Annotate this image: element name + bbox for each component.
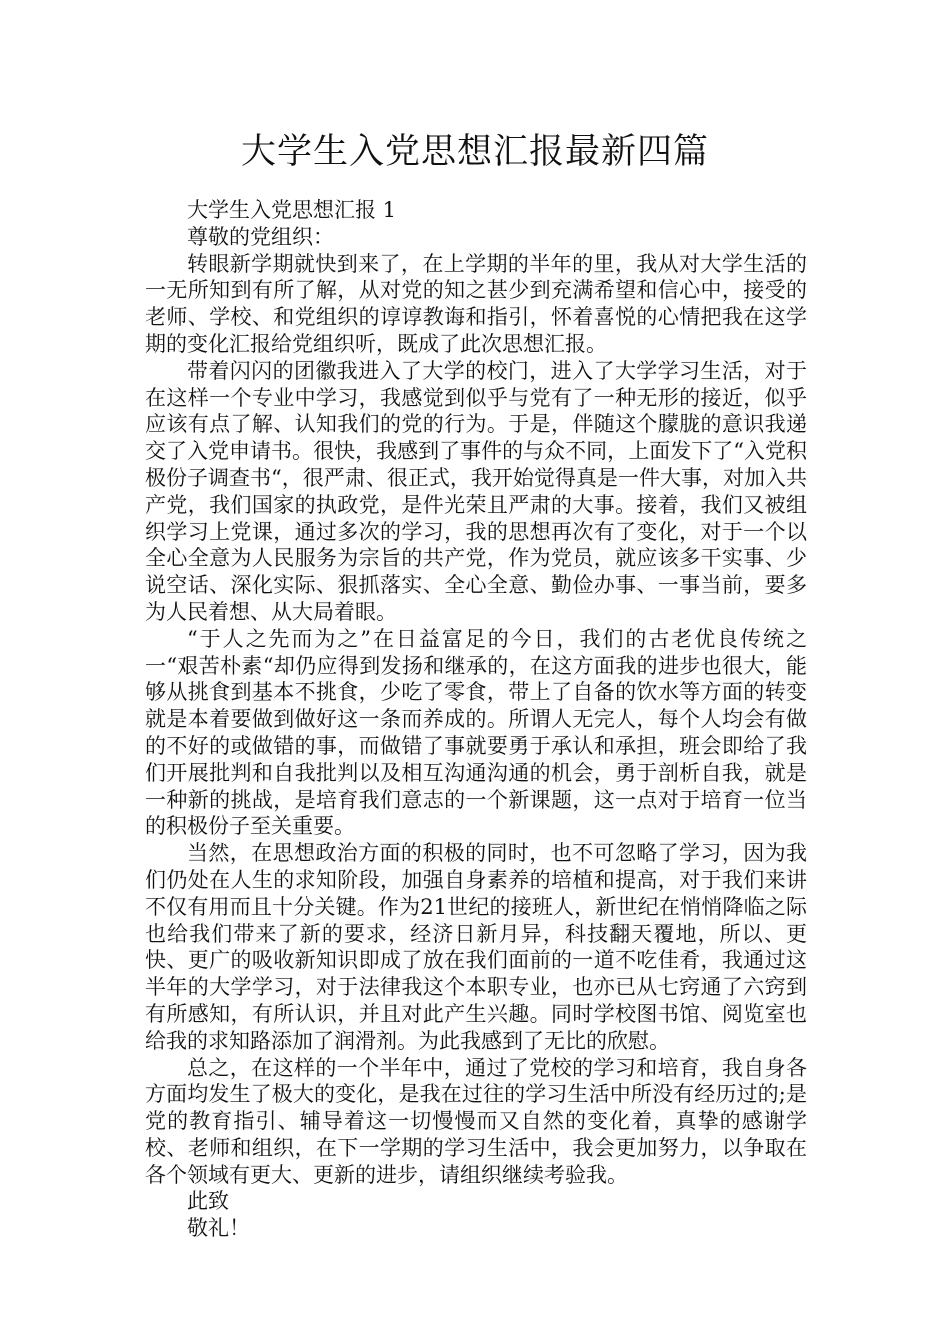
document-title: 大学生入党思想汇报最新四篇	[240, 132, 709, 172]
body-paragraph-5: 总之，在这样的一个半年中，通过了党校的学习和培育，我自身各方面均发生了极大的变化，是我在过往的学习生活中所没有经历过的;是党的教育指引、辅导着这一切慢慢而又自然的变化着，真挚的感谢学校、老师和组织，在下一学期的学习生活中，我会更加努力，以争取在各个领域有更大、更新的进步，请组织继续考验我。	[145, 1055, 807, 1187]
document-body	[145, 197, 807, 1242]
closing-line-2: 敬礼！	[187, 1216, 250, 1241]
body-paragraph-2: 带着闪闪的团徽我进入了大学的校门，进入了大学学习生活，对于在这样一个专业中学习，我感觉到似乎与党有了一种无形的接近，似乎应该有点了解、认知我们的党的行为。于是，伴随这个朦胧的意识我递交了入党申请书。很快，我感到了事件的与众不同，上面发下了“入党积极份子调查书“，很严肃、很正式，我开始觉得真是一件大事，对加入共产党，我们国家的执政党，是件光荣且严肃的大事。接着，我们又被组织学习上党课，通过多次的学习，我的思想再次有了变化，对于一个以全心全意为人民服务为宗旨的共产党，作为党员，就应该多干实事、少说空话、深化实际、狠抓落实、全心全意、勤俭办事、一事当前，要多为人民着想、从大局着眼。	[145, 358, 807, 624]
body-paragraph-1: 转眼新学期就快到来了，在上学期的半年的里，我从对大学生活的一无所知到有所了解，从对党的知之甚少到充满希望和信心中，接受的老师、学校、和党组织的谆谆教诲和指引，怀着喜悦的心情把我在这学期的变化汇报给党组织听，既成了此次思想汇报。	[145, 251, 807, 356]
section-heading: 大学生入党思想汇报 1	[187, 198, 397, 222]
body-paragraph-3: “于人之先而为之”在日益富足的今日，我们的古老优良传统之一“艰苦朴素“却仍应得到发扬和继承的，在这方面我的进步也很大，能够从挑食到基本不挑食，少吃了零食，带上了自备的饮水等方面的转变就是本着要做到做好这一条而养成的。所谓人无完人，每个人均会有做的不好的或做错的事，而做错了事就要勇于承认和承担，班会即给了我们开展批判和自我批判以及相互沟通沟通的机会，勇于剖析自我，就是一种新的挑战，是培育我们意志的一个新课题，这一点对于培育一位当的积极份子至关重要。	[145, 626, 807, 839]
closing-line-1: 此致	[187, 1189, 229, 1214]
body-paragraph-4: 当然，在思想政治方面的积极的同时，也不可忽略了学习，因为我们仍处在人生的求知阶段，加强自身素养的培植和提高，对于我们来讲不仅有用而且十分关键。作为21世纪的接班人，新世纪在悄悄降临之际也给我们带来了新的要求，经济日新月异，科技翻天覆地，所以、更快、更广的吸收新知识即成了放在我们面前的一道不吃佳肴，我通过这半年的大学学习，对于法律我这个本职专业，也亦已从七窍通了六窍到有所感知，有所认识，并且对此产生兴趣。同时学校图书馆、阅览室也给我的求知路添加了润滑剂。为此我感到了无比的欣慰。	[145, 841, 807, 1053]
salutation: 尊敬的党组织：	[187, 224, 334, 249]
